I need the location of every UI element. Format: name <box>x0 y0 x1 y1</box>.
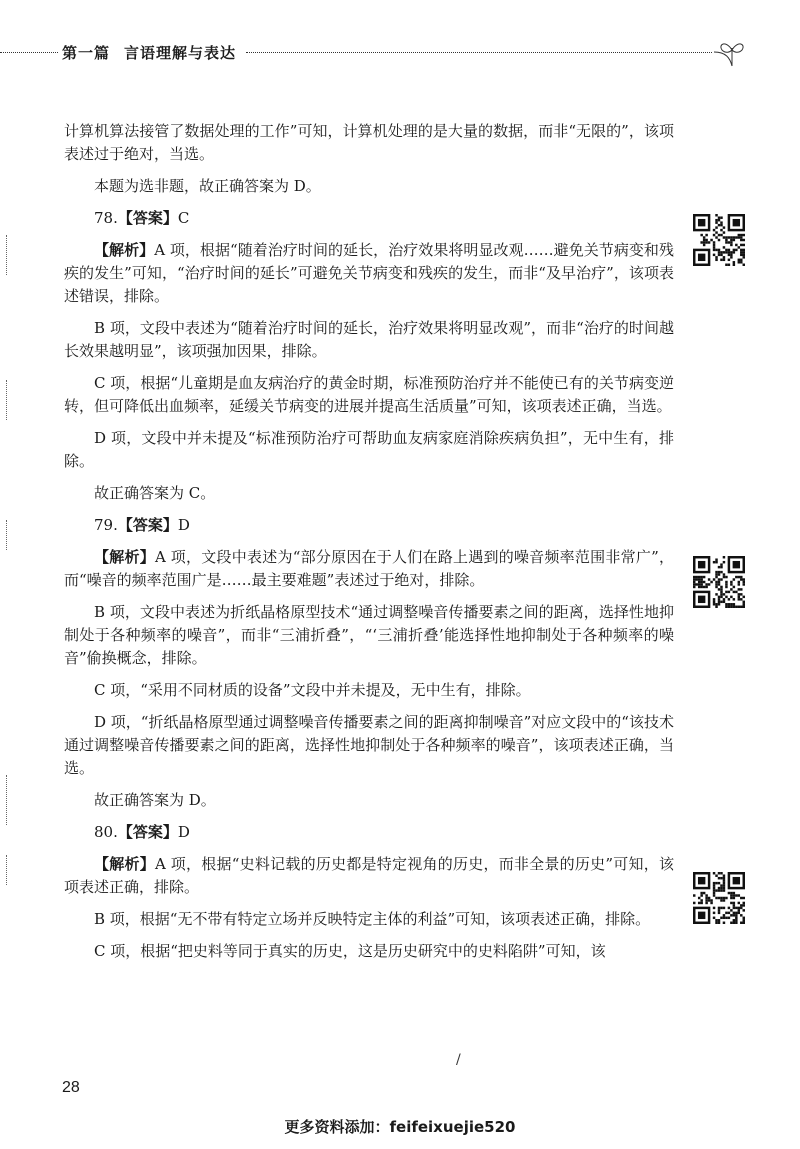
body-paragraph: B 项，根据“无不带有特定立场并反映特定主体的利益”可知，该项表述正确，排除。 <box>94 910 651 928</box>
analysis-text: A 项，根据“随着治疗时间的延长，治疗效果将明显改观……避免关节病变和残疾的发生”可知，“治疗时间的延长”可避免关节病变和残疾的发生，而非“及早治疗”，该项表述错误，排除。 <box>64 241 674 305</box>
analysis-label: 【解析】 <box>94 548 155 566</box>
answer-line <box>64 821 674 844</box>
question-number: 78. <box>94 209 118 227</box>
answer-value: C <box>177 209 190 227</box>
answer-label: 【答案】 <box>117 823 178 841</box>
margin-mark <box>6 235 8 275</box>
analysis-paragraph <box>64 239 674 308</box>
footer-note: 更多资料添加：feifeixuejie520 <box>284 1118 516 1136</box>
header-rule-right <box>246 52 712 53</box>
body-paragraph: B 项，文段中表述为折纸晶格原型技术“通过调整噪音传播要素之间的距离，选择性地抑制处于各种频率的噪音”，而非“三浦折叠”，“‘三浦折叠’能选择性地抑制处于各种频率的噪音”偷换概念，排除。 <box>64 603 674 667</box>
analysis-label: 【解析】 <box>94 241 155 259</box>
margin-mark <box>6 855 8 885</box>
analysis-text: A 项，文段中表述为“部分原因在于人们在路上遇到的噪音频率范围非常广”，而“噪音的频率范围广是……最主要难题”表述过于绝对，排除。 <box>64 548 674 589</box>
answer-value: D <box>177 516 190 534</box>
body-paragraph: C 项，根据“儿童期是血友病治疗的黄金时期，标准预防治疗并不能使已有的关节病变逆转，但可降低出血频率，延缓关节病变的进展并提高生活质量”可知，该项表述正确，当选。 <box>64 374 674 415</box>
margin-mark <box>6 520 8 550</box>
margin-mark <box>6 380 8 420</box>
analysis-label: 【解析】 <box>94 855 155 873</box>
body-paragraph: 故正确答案为 D。 <box>94 791 216 809</box>
sprout-icon <box>712 36 752 76</box>
question-number: 79. <box>94 516 118 534</box>
header-rule-left <box>0 52 58 53</box>
qr-code-80 <box>693 872 745 924</box>
answer-label: 【答案】 <box>117 516 178 534</box>
body-paragraph: D 项，“折纸晶格原型通过调整噪音传播要素之间的距离抑制噪音”对应文段中的“该技术通过调整噪音传播要素之间的距离，选择性地抑制处于各种频率的噪音”，该项表述正确，当选。 <box>64 713 674 777</box>
margin-mark <box>6 775 8 825</box>
body-paragraph: 本题为选非题，故正确答案为 D。 <box>94 177 321 195</box>
header-title <box>62 42 250 63</box>
answer-line <box>64 514 674 537</box>
qr-code-79 <box>693 556 745 608</box>
answer-line <box>64 207 674 230</box>
body-paragraph: C 项，根据“把史料等同于真实的历史，这是历史研究中的史料陷阱”可知，该 <box>94 942 606 960</box>
body-paragraph: 计算机算法接管了数据处理的工作”可知，计算机处理的是大量的数据，而非“无限的”，该项表述过于绝对，当选。 <box>64 122 674 163</box>
page-number: 28 <box>62 1079 80 1096</box>
body-paragraph: D 项，文段中并未提及“标准预防治疗可帮助血友病家庭消除疾病负担”，无中生有，排除。 <box>64 429 674 470</box>
analysis-paragraph <box>64 853 674 899</box>
answer-explanations <box>64 120 674 972</box>
body-paragraph: C 项，“采用不同材质的设备”文段中并未提及，无中生有，排除。 <box>94 681 531 699</box>
body-paragraph: 故正确答案为 C。 <box>94 484 216 502</box>
answer-label: 【答案】 <box>117 209 178 227</box>
question-number: 80. <box>94 823 118 841</box>
answer-value: D <box>177 823 190 841</box>
stray-mark: / <box>456 1052 461 1068</box>
analysis-paragraph <box>64 546 674 592</box>
running-header <box>0 36 800 76</box>
analysis-text: A 项，根据“史料记载的历史都是特定视角的历史，而非全景的历史”可知，该项表述正确，排除。 <box>64 855 674 896</box>
qr-code-78 <box>693 214 745 266</box>
header-part: 第一篇 <box>62 44 111 62</box>
header-chapter: 言语理解与表达 <box>124 44 237 62</box>
body-paragraph: B 项，文段中表述为“随着治疗时间的延长，治疗效果将明显改观”，而非“治疗的时间越长效果越明显”，该项强加因果，排除。 <box>64 319 674 360</box>
